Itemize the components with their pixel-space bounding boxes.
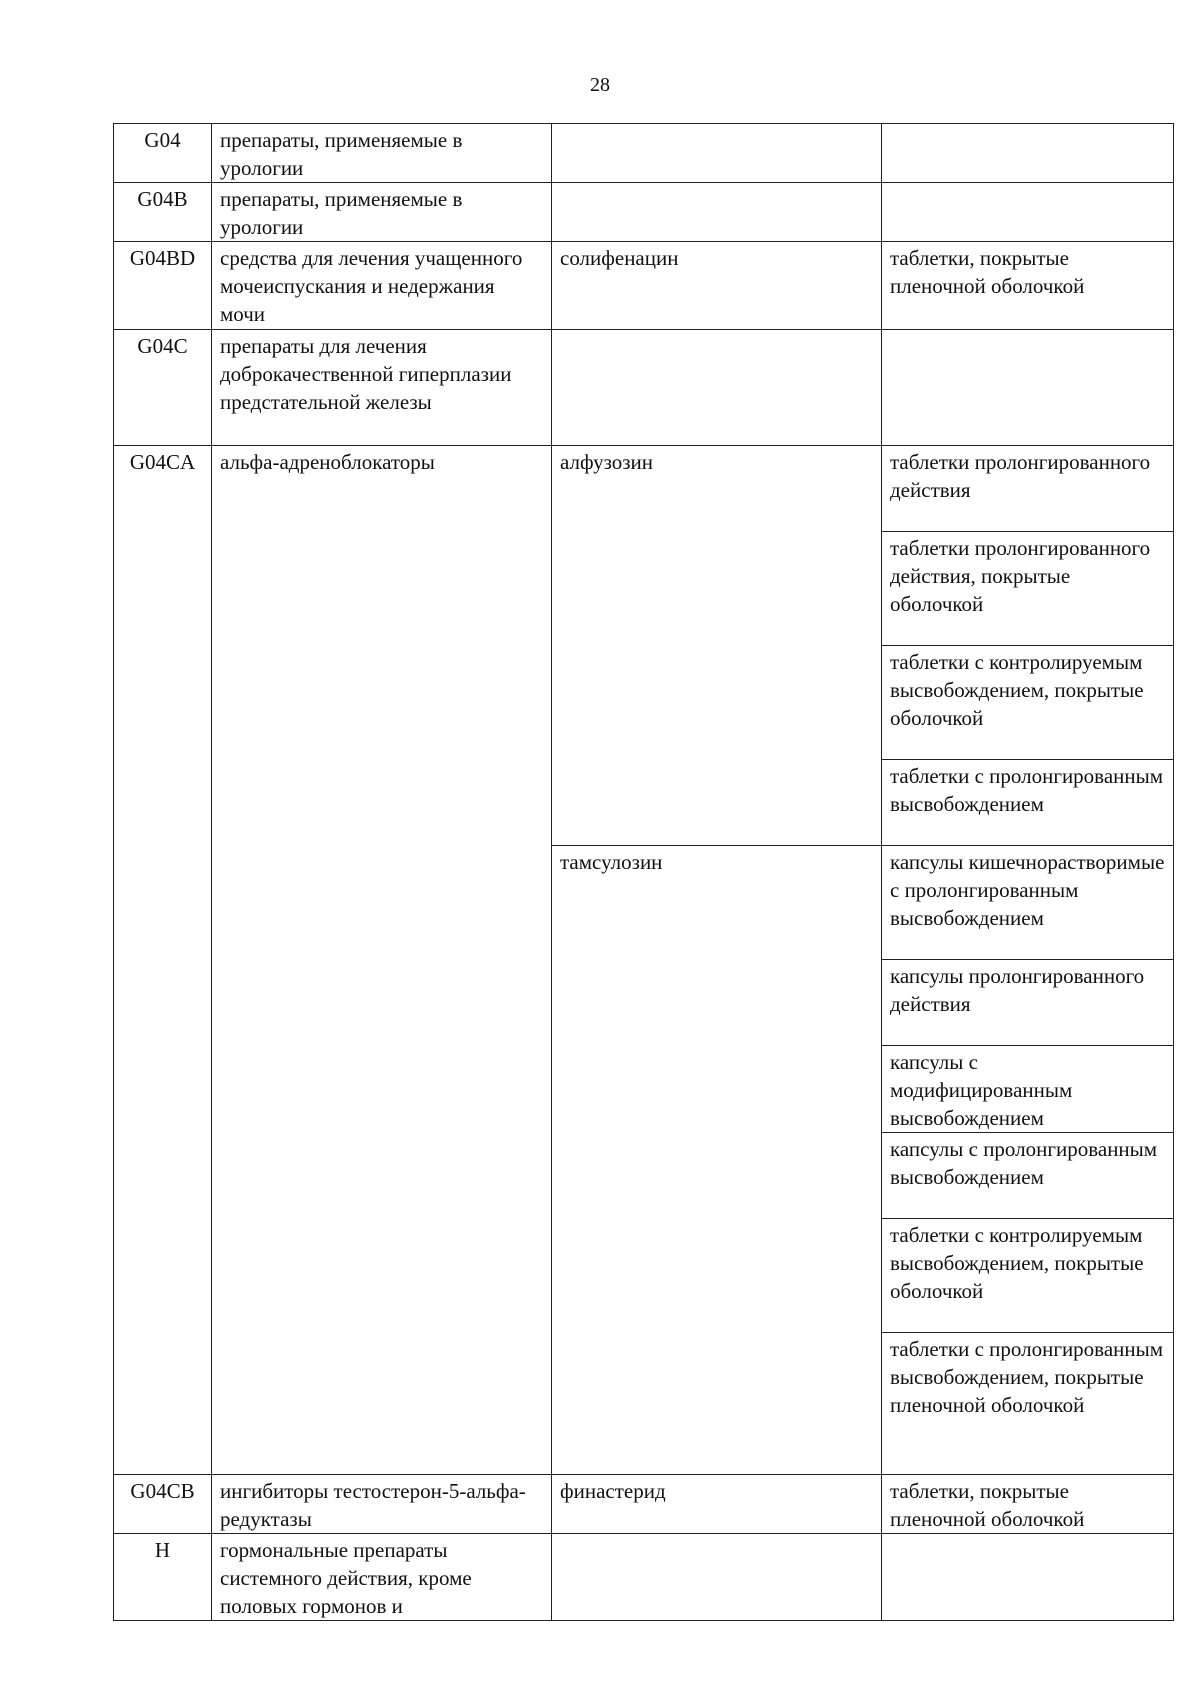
group-name: альфа-адреноблокаторы xyxy=(212,446,552,1475)
drug-name xyxy=(552,183,882,242)
drug-name xyxy=(552,124,882,183)
table-row xyxy=(114,124,1174,183)
dosage-form: таблетки, покрытые пленочной оболочкой xyxy=(882,1475,1174,1534)
dosage-form: капсулы пролонгированного действия xyxy=(882,960,1174,1046)
drug-name: финастерид xyxy=(552,1475,882,1534)
drug-name: алфузозин xyxy=(552,446,882,846)
dosage-form xyxy=(882,1534,1174,1621)
dosage-form: таблетки с пролонгированным высвобождением xyxy=(882,760,1174,846)
drug-name: тамсулозин xyxy=(552,846,882,1475)
atc-code: H xyxy=(114,1534,212,1621)
table-row xyxy=(114,183,1174,242)
atc-code: G04C xyxy=(114,330,212,446)
dosage-form: таблетки с контролируемым высвобождением, покрытые оболочкой xyxy=(882,646,1174,760)
atc-code: G04CB xyxy=(114,1475,212,1534)
dosage-form: таблетки с пролонгированным высвобождением, покрытые пленочной оболочкой xyxy=(882,1333,1174,1475)
atc-code: G04B xyxy=(114,183,212,242)
group-name: ингибиторы тестостерон-5-альфа-редуктазы xyxy=(212,1475,552,1534)
group-name: препараты, применяемые в урологии xyxy=(212,124,552,183)
group-name: препараты для лечения доброкачественной гиперплазии предстательной железы xyxy=(212,330,552,446)
table-row xyxy=(114,446,1174,532)
table-row xyxy=(114,242,1174,330)
drug-table xyxy=(113,123,1174,1621)
drug-name xyxy=(552,330,882,446)
dosage-form: капсулы кишечнорастворимые с пролонгированным высвобождением xyxy=(882,846,1174,960)
dosage-form: таблетки с контролируемым высвобождением, покрытые оболочкой xyxy=(882,1219,1174,1333)
dosage-form: капсулы с модифицированным высвобождением xyxy=(882,1046,1174,1133)
atc-code: G04 xyxy=(114,124,212,183)
atc-code: G04CA xyxy=(114,446,212,1475)
group-name: препараты, применяемые в урологии xyxy=(212,183,552,242)
group-name: средства для лечения учащенного мочеиспускания и недержания мочи xyxy=(212,242,552,330)
table-row xyxy=(114,1475,1174,1534)
dosage-form xyxy=(882,183,1174,242)
dosage-form: таблетки пролонгированного действия xyxy=(882,446,1174,532)
page-number: 28 xyxy=(590,74,610,96)
dosage-form xyxy=(882,124,1174,183)
dosage-form: капсулы с пролонгированным высвобождением xyxy=(882,1133,1174,1219)
dosage-form: таблетки, покрытые пленочной оболочкой xyxy=(882,242,1174,330)
drug-name: солифенацин xyxy=(552,242,882,330)
dosage-form: таблетки пролонгированного действия, покрытые оболочкой xyxy=(882,532,1174,646)
atc-code: G04BD xyxy=(114,242,212,330)
dosage-form xyxy=(882,330,1174,446)
drug-name xyxy=(552,1534,882,1621)
table-row xyxy=(114,1534,1174,1621)
table-row xyxy=(114,330,1174,446)
group-name: гормональные препараты системного действия, кроме половых гормонов и xyxy=(212,1534,552,1621)
